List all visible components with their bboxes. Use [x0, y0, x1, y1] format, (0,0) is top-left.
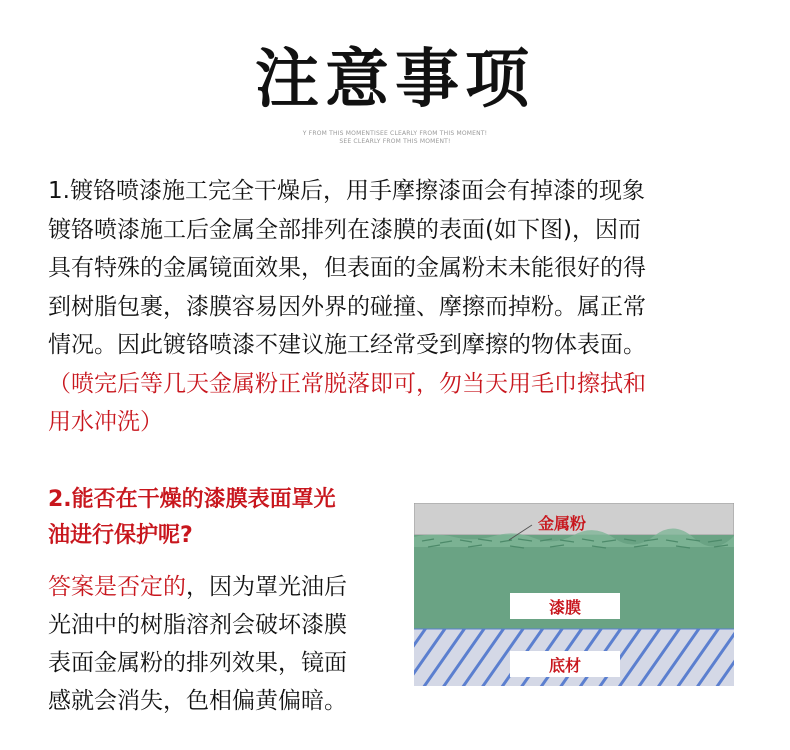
answer-highlight: 答案是否定的 [48, 574, 186, 600]
answer-rest: ，因为罩光油后 [186, 574, 347, 600]
layer-diagram [414, 503, 734, 686]
film-label-box [510, 593, 620, 619]
subtitle-line-2: SEE CLEARLY FROM THIS MOMENT! [339, 138, 451, 145]
section-2-title [48, 482, 408, 554]
section-2-body-line: 表面金属粉的排列效果，镜面 [48, 650, 347, 676]
film-label: 漆膜 [548, 597, 581, 617]
page-title: 注意事项 [255, 43, 535, 117]
section-1-warning-line: 用水冲洗） [48, 409, 163, 435]
section-2-answer-line [48, 568, 408, 606]
section-1-line: 1.镀铬喷漆施工完全干燥后，用手摩擦漆面会有掉漆的现象 [48, 178, 645, 204]
section-1-line: 具有特殊的金属镜面效果，但表面的金属粉末未能很好的得 [48, 255, 646, 281]
section-2-title-line: 2.能否在干燥的漆膜表面罩光 [48, 487, 336, 512]
base-label-box [510, 651, 620, 677]
base-label: 底材 [548, 655, 581, 675]
section-1-warning-line: （喷完后等几天金属粉正常脱落即可，勿当天用毛巾擦拭和 [48, 370, 646, 397]
subtitle-line-1: Y FROM THIS MOMENTISEE CLEARLY FROM THIS MOMENT! [302, 130, 488, 137]
section-2-body-line: 感就会消失，色相偏黄偏暗。 [48, 688, 347, 714]
section-1-line: 情况。因此镀铬喷漆不建议施工经常受到摩擦的物体表面。 [48, 332, 646, 358]
section-2-body [48, 568, 408, 720]
section-1 [48, 172, 748, 442]
section-1-line: 镀铬喷漆施工后金属全部排列在漆膜的表面(如下图)，因而 [48, 216, 641, 243]
section-2-body-line: 光油中的树脂溶剂会破坏漆膜 [48, 612, 347, 638]
section-2-title-line: 油进行保护呢? [48, 523, 193, 548]
metal-powder-label: 金属粉 [537, 514, 586, 533]
section-1-line: 到树脂包裹，漆膜容易因外界的碰撞、摩擦而掉粉。属正常 [48, 293, 646, 320]
